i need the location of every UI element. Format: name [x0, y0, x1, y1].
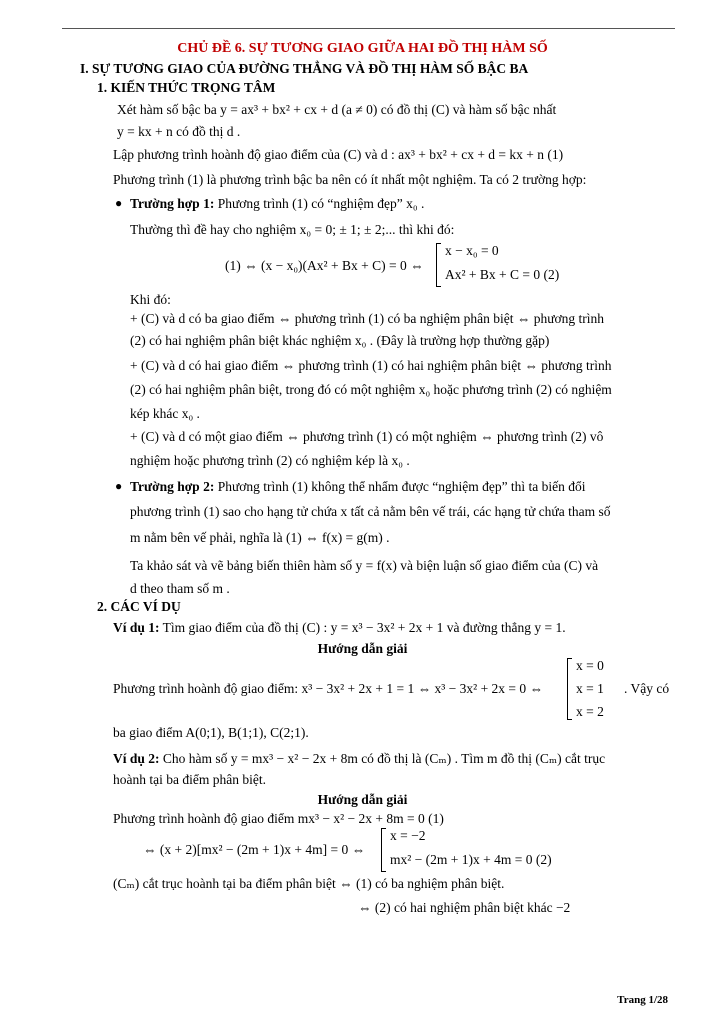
paragraph-line: (2) có hai nghiệm phân biệt, trong đó có một nghiệm x₀ hoặc phương trình (2) có nghiệm: [130, 382, 612, 397]
paragraph-line: Khi đó:: [130, 292, 171, 307]
paragraph-line: phương trình (1) sao cho hạng tử chứa x tất cả nằm bên vế trái, các hạng tử chứa tham số: [130, 504, 611, 519]
paragraph-line: Lập phương trình hoành độ giao điểm của (C) và d : ax³ + bx² + cx + d = kx + n (1): [113, 147, 564, 162]
equation: Ax² + Bx + C = 0 (2): [445, 267, 560, 282]
page-title: CHỦ ĐỀ 6. SỰ TƯƠNG GIAO GIỮA HAI ĐỒ THỊ HÀM SỐ: [177, 41, 548, 56]
equation: x = 2: [576, 704, 604, 719]
header-rule: [62, 28, 675, 29]
paragraph-line: (2) có hai nghiệm phân biệt khác nghiệm x₀ . (Đây là trường hợp thường gặp): [130, 333, 550, 348]
solution-heading: Hướng dẫn giải: [317, 792, 408, 807]
case-2-line: [130, 478, 586, 496]
bracket-icon: [567, 658, 572, 720]
example-1-line: [113, 619, 566, 637]
case-label: Trường hợp 1:: [130, 196, 215, 211]
example-2-line: [113, 750, 605, 768]
bracket-icon: [381, 828, 386, 872]
bracket-icon: [436, 243, 441, 287]
case-label: Trường hợp 2:: [130, 479, 215, 494]
example-label: Ví dụ 2:: [113, 751, 160, 766]
paragraph-line: nghiệm hoặc phương trình (2) có nghiệm kép là x₀ .: [130, 453, 410, 468]
paragraph-line: Ta khảo sát và vẽ bảng biến thiên hàm số y = f(x) và biện luận số giao điểm của (C) và: [130, 558, 599, 573]
paragraph-line: d theo tham số m .: [130, 581, 230, 596]
paragraph-line: Thường thì đề hay cho nghiệm x₀ = 0; ± 1; ± 2;... thì khi đó:: [130, 222, 455, 237]
example-text: Tìm giao điểm của đồ thị (C) : y = x³ − 3x² + 2x + 1 và đường thẳng y = 1.: [159, 620, 566, 635]
paragraph-line: + (C) và d có ba giao điểm ⇔ phương trình (1) có ba nghiệm phân biệt ⇔ phương trình: [130, 311, 605, 326]
equation: ⇔ (x + 2)[mx² − (2m + 1)x + 4m] = 0 ⇔: [143, 842, 366, 857]
page-number: Trang 1/28: [617, 994, 668, 1006]
subsection-heading: 1. KIẾN THỨC TRỌNG TÂM: [97, 80, 276, 95]
example-text: Cho hàm số y = mx³ − x² − 2x + 8m có đồ thị là (Cₘ) . Tìm m đồ thị (Cₘ) cắt trục: [159, 751, 606, 766]
equation: Phương trình hoành độ giao điểm mx³ − x² − 2x + 8m = 0 (1): [113, 811, 444, 826]
paragraph-line: ⇔ (2) có hai nghiệm phân biệt khác −2: [358, 900, 571, 915]
bullet-icon: ●: [115, 196, 123, 210]
equation: x = 1: [576, 681, 604, 696]
equation: x − x₀ = 0: [445, 243, 499, 258]
paragraph-line: . Vậy có: [624, 681, 670, 696]
equation: Phương trình hoành độ giao điểm: x³ − 3x² + 2x + 1 = 1 ⇔ x³ − 3x² + 2x = 0 ⇔: [113, 681, 544, 696]
example-label: Ví dụ 1:: [113, 620, 160, 635]
section-heading: I. SỰ TƯƠNG GIAO CỦA ĐƯỜNG THẲNG VÀ ĐỒ THỊ HÀM SỐ BẬC BA: [80, 61, 529, 76]
paragraph-line: ba giao điểm A(0;1), B(1;1), C(2;1).: [113, 725, 309, 740]
case-text: Phương trình (1) không thể nhẩm được “nghiệm đẹp” thì ta biến đổi: [214, 479, 586, 494]
paragraph-line: + (C) và d có một giao điểm ⇔ phương trình (1) có một nghiệm ⇔ phương trình (2) vô: [130, 429, 604, 444]
case-text: Phương trình (1) có “nghiệm đẹp” x₀ .: [214, 196, 425, 211]
equation: x = −2: [390, 828, 426, 843]
case-1-line: [130, 195, 424, 213]
paragraph-line: y = kx + n có đồ thị d .: [117, 124, 241, 139]
paragraph-line: + (C) và d có hai giao điểm ⇔ phương trình (1) có hai nghiệm phân biệt ⇔ phương trình: [130, 358, 612, 373]
equation: x = 0: [576, 658, 604, 673]
paragraph-line: m nằm bên vế phải, nghĩa là (1) ⇔ f(x) = g(m) .: [130, 530, 390, 545]
paragraph-line: hoành tại ba điểm phân biệt.: [113, 772, 266, 787]
equation: (1) ⇔ (x − x₀)(Ax² + Bx + C) = 0 ⇔: [225, 258, 424, 273]
paragraph-line: kép khác x₀ .: [130, 406, 200, 421]
equation: mx² − (2m + 1)x + 4m = 0 (2): [390, 852, 552, 867]
bullet-icon: ●: [115, 479, 123, 493]
subsection-heading: 2. CÁC VÍ DỤ: [97, 599, 181, 614]
paragraph-line: Xét hàm số bậc ba y = ax³ + bx² + cx + d (a ≠ 0) có đồ thị (C) và hàm số bậc nhất: [117, 102, 557, 117]
solution-heading: Hướng dẫn giải: [317, 641, 408, 656]
paragraph-line: Phương trình (1) là phương trình bậc ba nên có ít nhất một nghiệm. Ta có 2 trường hợp:: [113, 172, 587, 187]
paragraph-line: (Cₘ) cắt trục hoành tại ba điểm phân biệt ⇔ (1) có ba nghiệm phân biệt.: [113, 876, 505, 891]
